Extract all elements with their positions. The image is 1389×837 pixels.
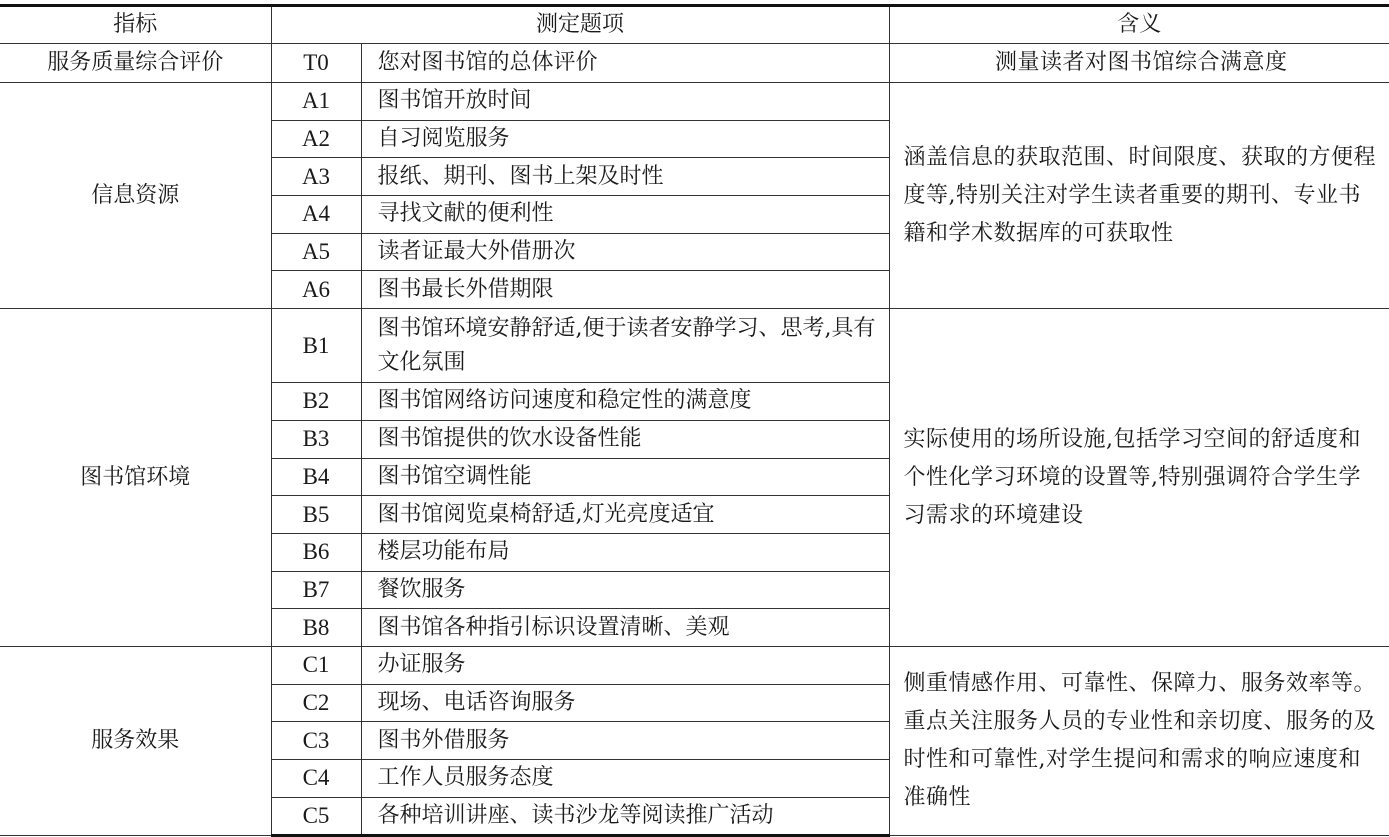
- item-cell: 办证服务: [361, 646, 889, 684]
- item-cell: 餐饮服务: [361, 571, 889, 609]
- table-row: [0, 646, 1389, 684]
- code-cell: B4: [271, 458, 361, 496]
- indicator-cell: 图书馆环境: [0, 309, 271, 647]
- indicator-cell: 信息资源: [0, 83, 271, 309]
- item-cell: 图书馆提供的饮水设备性能: [361, 420, 889, 458]
- code-cell: B3: [271, 420, 361, 458]
- header-meaning: 含义: [889, 6, 1389, 44]
- code-cell: A6: [271, 271, 361, 309]
- item-cell: 图书外借服务: [361, 722, 889, 760]
- code-cell: C5: [271, 797, 361, 836]
- code-cell: C1: [271, 646, 361, 684]
- code-cell: C3: [271, 722, 361, 760]
- code-cell: T0: [271, 44, 361, 83]
- code-cell: B2: [271, 383, 361, 421]
- meaning-cell: 侧重情感作用、可靠性、保障力、服务效率等。重点关注服务人员的专业性和亲切度、服务的及时性和可靠性,对学生提问和需求的响应速度和准确性: [889, 646, 1389, 835]
- header-indicator: 指标: [0, 6, 271, 44]
- item-cell: 工作人员服务态度: [361, 760, 889, 798]
- code-cell: B5: [271, 496, 361, 534]
- item-cell: 图书馆各种指引标识设置清晰、美观: [361, 609, 889, 647]
- meaning-cell: 实际使用的场所设施,包括学习空间的舒适度和个性化学习环境的设置等,特别强调符合学生学习需求的环境建设: [889, 309, 1389, 647]
- code-cell: C2: [271, 684, 361, 722]
- item-cell: 您对图书馆的总体评价: [361, 44, 889, 83]
- table-row: [0, 83, 1389, 121]
- item-cell: 寻找文献的便利性: [361, 196, 889, 234]
- item-cell: 现场、电话咨询服务: [361, 684, 889, 722]
- meaning-cell: 涵盖信息的获取范围、时间限度、获取的方便程度等,特别关注对学生读者重要的期刊、专业书籍和学术数据库的可获取性: [889, 83, 1389, 309]
- indicator-cell: 服务质量综合评价: [0, 44, 271, 83]
- code-cell: B6: [271, 533, 361, 571]
- item-cell: 图书馆网络访问速度和稳定性的满意度: [361, 383, 889, 421]
- item-cell: 读者证最大外借册次: [361, 233, 889, 271]
- item-cell: 图书馆空调性能: [361, 458, 889, 496]
- code-cell: A1: [271, 83, 361, 121]
- item-cell: 图书馆开放时间: [361, 83, 889, 121]
- table-row: [0, 309, 1389, 383]
- item-cell: 图书馆阅览桌椅舒适,灯光亮度适宜: [361, 496, 889, 534]
- code-cell: C4: [271, 760, 361, 798]
- overall-row: [0, 44, 1389, 83]
- item-cell: 各种培训讲座、读书沙龙等阅读推广活动: [361, 797, 889, 836]
- code-cell: A5: [271, 233, 361, 271]
- code-cell: A3: [271, 158, 361, 196]
- code-cell: B1: [271, 309, 361, 383]
- header-row: [0, 6, 1389, 44]
- code-cell: A4: [271, 196, 361, 234]
- item-cell: 图书最长外借期限: [361, 271, 889, 309]
- meaning-cell: 测量读者对图书馆综合满意度: [889, 44, 1389, 83]
- code-cell: B8: [271, 609, 361, 647]
- item-cell: 图书馆环境安静舒适,便于读者安静学习、思考,具有文化氛围: [361, 309, 889, 383]
- header-item: 测定题项: [271, 6, 889, 44]
- evaluation-table: [0, 4, 1389, 837]
- code-cell: B7: [271, 571, 361, 609]
- item-cell: 自习阅览服务: [361, 120, 889, 158]
- item-cell: 楼层功能布局: [361, 533, 889, 571]
- code-cell: A2: [271, 120, 361, 158]
- indicator-cell: 服务效果: [0, 646, 271, 835]
- item-cell: 报纸、期刊、图书上架及时性: [361, 158, 889, 196]
